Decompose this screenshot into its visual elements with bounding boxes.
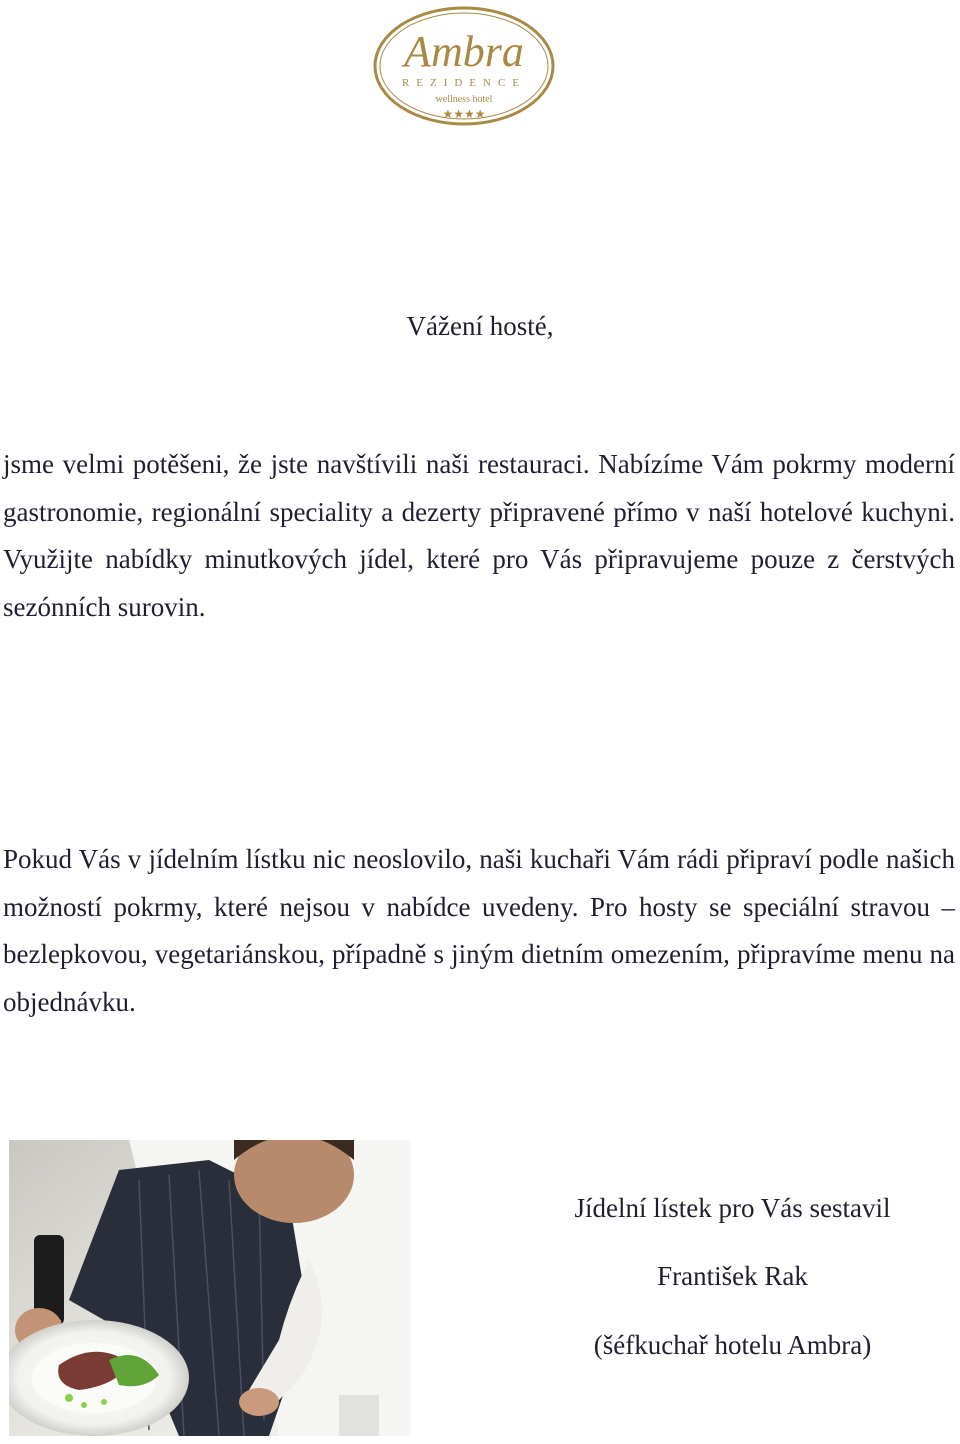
- greeting-heading: Vážení hosté,: [406, 311, 554, 341]
- special-diet-paragraph: Pokud Vás v jídelním lístku nic neoslovilo, naši kuchaři Vám rádi připraví podle našich možností pokrmy, které nejsou v nabídce uvedeny. Pro hosty se speciální stravou – bezlepkovou, vegetariánskou, případně s jiným dietním omezením, připravíme menu na objednávku.: [3, 844, 955, 1017]
- intro-paragraph: jsme velmi potěšeni, že jste navštívili naši restauraci. Nabízíme Vám pokrmy moderní gastronomie, regionální speciality a dezerty připravené přímo v naší hotelové kuchyni. Využijte nabídky minutkových jídel, které pro Vás připravujeme pouze z čerstvých sezónních surovin.: [3, 449, 955, 622]
- chef-plating-photo: [9, 1140, 411, 1436]
- chef-name: František Rak: [657, 1261, 808, 1291]
- chef-role: (šéfkuchař hotelu Ambra): [593, 1330, 872, 1360]
- logo-subtitle: REZIDENCE: [401, 77, 527, 89]
- logo-stars: ★★★★: [442, 107, 486, 121]
- hotel-logo: [372, 4, 556, 128]
- signature-intro: Jídelní lístek pro Vás sestavil: [574, 1193, 891, 1223]
- logo-name: Ambra: [404, 27, 524, 76]
- logo-tagline: wellness hotel: [435, 94, 493, 105]
